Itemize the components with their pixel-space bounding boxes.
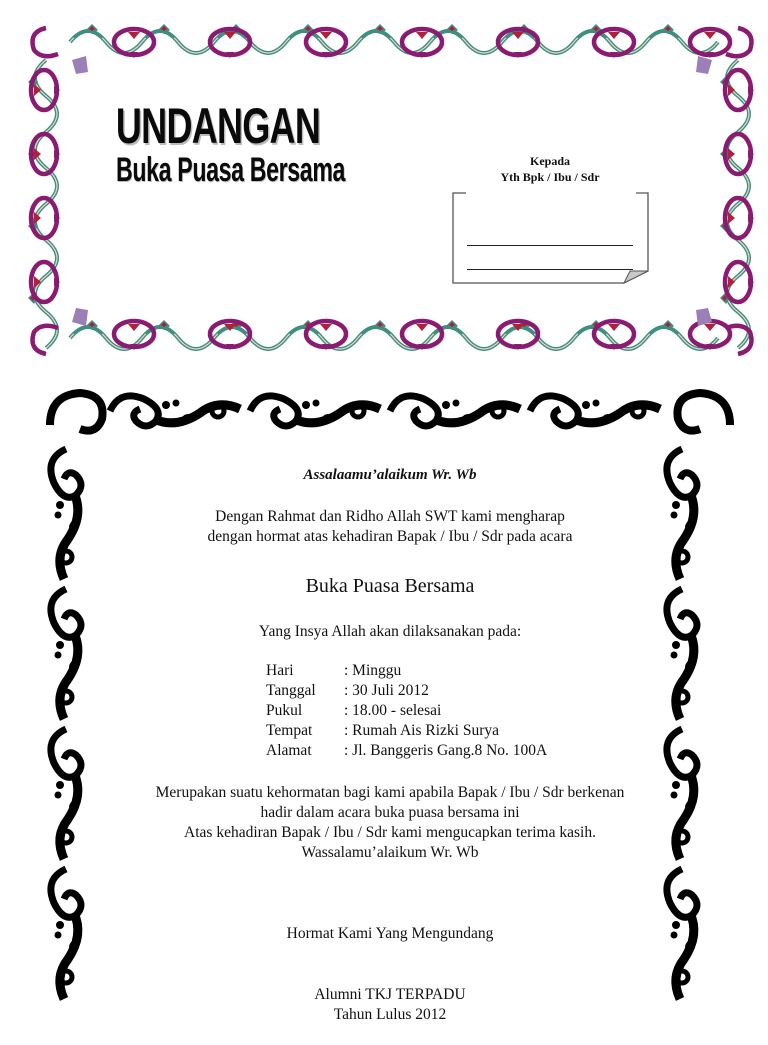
cover-card: [24, 20, 760, 362]
detail-row-place: [266, 721, 547, 741]
intro-line-2: dengan hormat atas kehadiran Bapak / Ibu / Sdr pada acara: [207, 528, 573, 545]
organizer-block: [40, 985, 740, 1025]
detail-value: : 18.00 - selesai: [344, 702, 442, 719]
address-label-box: [452, 191, 652, 287]
schedule-lead: Yang Insya Allah akan dilaksanakan pada:: [258, 623, 522, 640]
detail-value: : Minggu: [344, 662, 402, 679]
addressee-line-2: Yth Bpk / Ibu / Sdr: [500, 170, 600, 184]
detail-label: Alamat: [266, 742, 312, 759]
detail-row-address: [266, 741, 547, 761]
letter-card: [40, 385, 740, 1045]
closing-line-1: Merupakan suatu kehormatan bagi kami apabila Bapak / Ibu / Sdr berkenan: [155, 784, 625, 801]
event-details: [266, 661, 547, 761]
addressee-label: [452, 153, 648, 185]
addressee-block: [452, 153, 648, 283]
cover-title: UNDANGAN: [115, 98, 321, 154]
detail-value: : Jl. Banggeris Gang.8 No. 100A: [344, 742, 548, 759]
closing-line-4: Wassalamu’alaikum Wr. Wb: [301, 844, 479, 861]
detail-row-date: [266, 681, 547, 701]
detail-label: Hari: [266, 662, 294, 679]
cover-subtitle: Buka Puasa Bersama: [116, 151, 346, 189]
intro-line-1: Dengan Rahmat dan Ridho Allah SWT kami mengharap: [215, 508, 565, 525]
cover-title-block: [115, 98, 346, 189]
closing-line-2: hadir dalam acara buka puasa bersama ini: [260, 804, 520, 821]
closing-line-3: Atas kehadiran Bapak / Ibu / Sdr kami mengucapkan terima kasih.: [184, 824, 596, 841]
detail-value: : 30 Juli 2012: [344, 682, 429, 699]
detail-value: : Rumah Ais Rizki Surya: [344, 722, 499, 739]
event-title: Buka Puasa Bersama: [305, 575, 475, 597]
address-blank-line-2[interactable]: [467, 269, 633, 270]
addressee-line-1: Kepada: [529, 154, 570, 168]
signoff: Hormat Kami Yang Mengundang: [286, 925, 494, 942]
detail-row-time: [266, 701, 547, 721]
organizer-name: Alumni TKJ TERPADU: [314, 986, 466, 1003]
organizer-year: Tahun Lulus 2012: [333, 1006, 447, 1023]
intro-paragraph: [40, 507, 740, 547]
detail-row-day: [266, 661, 547, 681]
detail-label: Pukul: [266, 702, 303, 719]
closing-paragraph: [100, 783, 680, 863]
detail-label: Tempat: [266, 722, 313, 739]
address-blank-line-1[interactable]: [467, 245, 633, 246]
detail-label: Tanggal: [266, 682, 316, 699]
greeting: Assalaamu’alaikum Wr. Wb: [303, 467, 477, 483]
